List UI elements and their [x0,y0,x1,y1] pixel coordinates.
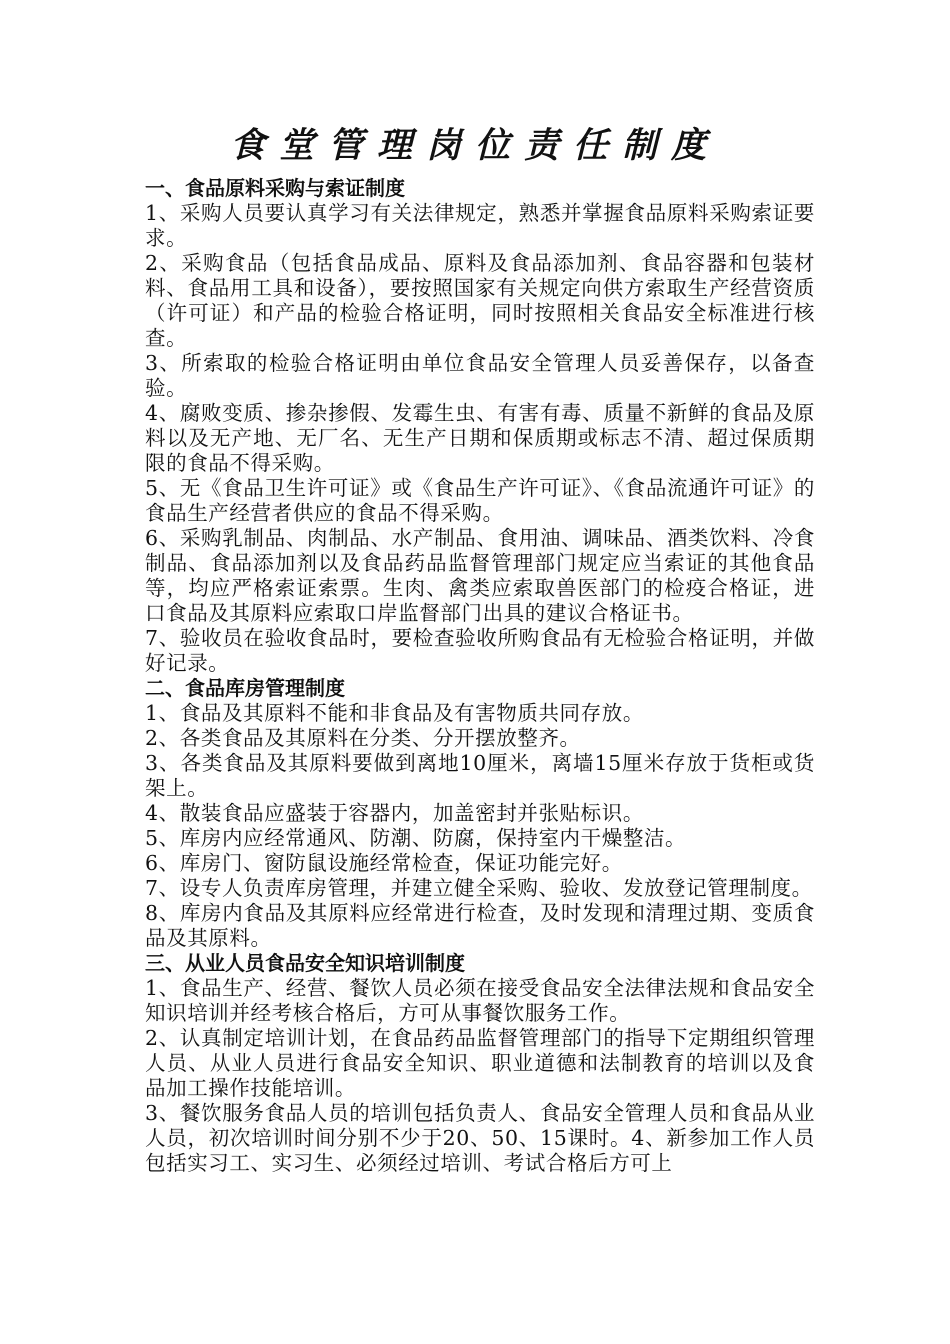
paragraph: 5、无《食品卫生许可证》或《食品生产许可证》、《食品流通许可证》的食品生产经营者供应的食品不得采购。 [145,476,815,525]
paragraph: 7、设专人负责库房管理，并建立健全采购、验收、发放登记管理制度。 [145,876,813,900]
paragraph: 8、库房内食品及其原料应经常进行检查，及时发现和清理过期、变质食品及其原料。 [145,901,815,950]
section-procurement [145,176,815,676]
paragraph: 1、食品及其原料不能和非食品及有害物质共同存放。 [145,701,644,725]
section-training [145,951,815,1176]
section-heading: 三、从业人员食品安全知识培训制度 [145,951,465,975]
document-body [145,176,815,1176]
paragraph: 1、采购人员要认真学习有关法律规定，熟悉并掌握食品原料采购索证要求。 [145,201,815,250]
paragraph: 2、认真制定培训计划，在食品药品监督管理部门的指导下定期组织管理人员、从业人员进行食品安全知识、职业道德和法制教育的培训以及食品加工操作技能培训。 [145,1026,815,1100]
paragraph: 6、库房门、窗防鼠设施经常检查，保证功能完好。 [145,851,623,875]
paragraph: 7、验收员在验收食品时，要检查验收所购食品有无检验合格证明，并做好记录。 [145,626,815,675]
paragraph: 5、库房内应经常通风、防潮、防腐，保持室内干燥整洁。 [145,826,687,850]
section-storage [145,676,815,951]
paragraph: 6、采购乳制品、肉制品、水产制品、食用油、调味品、酒类饮料、冷食制品、食品添加剂以及食品药品监督管理部门规定应当索证的其他食品等，均应严格索证索票。生肉、禽类应索取兽医部门的检疫合格证，进口食品及其原料应索取口岸监督部门出具的建议合格证书。 [145,526,815,625]
document-title: 食堂管理岗位责任制度 [229,125,720,166]
paragraph: 3、所索取的检验合格证明由单位食品安全管理人员妥善保存，以备查验。 [145,351,815,400]
section-heading: 一、食品原料采购与索证制度 [145,176,405,200]
paragraph: 3、餐饮服务食品人员的培训包括负责人、食品安全管理人员和食品从业人员，初次培训时间分别不少于20、50、15课时。4、新参加工作人员包括实习工、实习生、必须经过培训、考试合格后方可上 [145,1101,815,1175]
paragraph: 1、食品生产、经营、餐饮人员必须在接受食品安全法律法规和食品安全知识培训并经考核合格后，方可从事餐饮服务工作。 [145,976,815,1025]
paragraph: 4、腐败变质、掺杂掺假、发霉生虫、有害有毒、质量不新鲜的食品及原料以及无产地、无厂名、无生产日期和保质期或标志不清、超过保质期限的食品不得采购。 [145,401,815,475]
paragraph: 3、各类食品及其原料要做到离地10厘米，离墙15厘米存放于货柜或货架上。 [145,751,815,800]
section-heading: 二、食品库房管理制度 [145,676,345,700]
paragraph: 4、散装食品应盛装于容器内，加盖密封并张贴标识。 [145,801,644,825]
paragraph: 2、各类食品及其原料在分类、分开摆放整齐。 [145,726,581,750]
paragraph: 2、采购食品（包括食品成品、原料及食品添加剂、食品容器和包装材料、食品用工具和设备），要按照国家有关规定向供方索取生产经营资质（许可证）和产品的检验合格证明，同时按照相关食品安全标准进行核查。 [145,251,815,350]
